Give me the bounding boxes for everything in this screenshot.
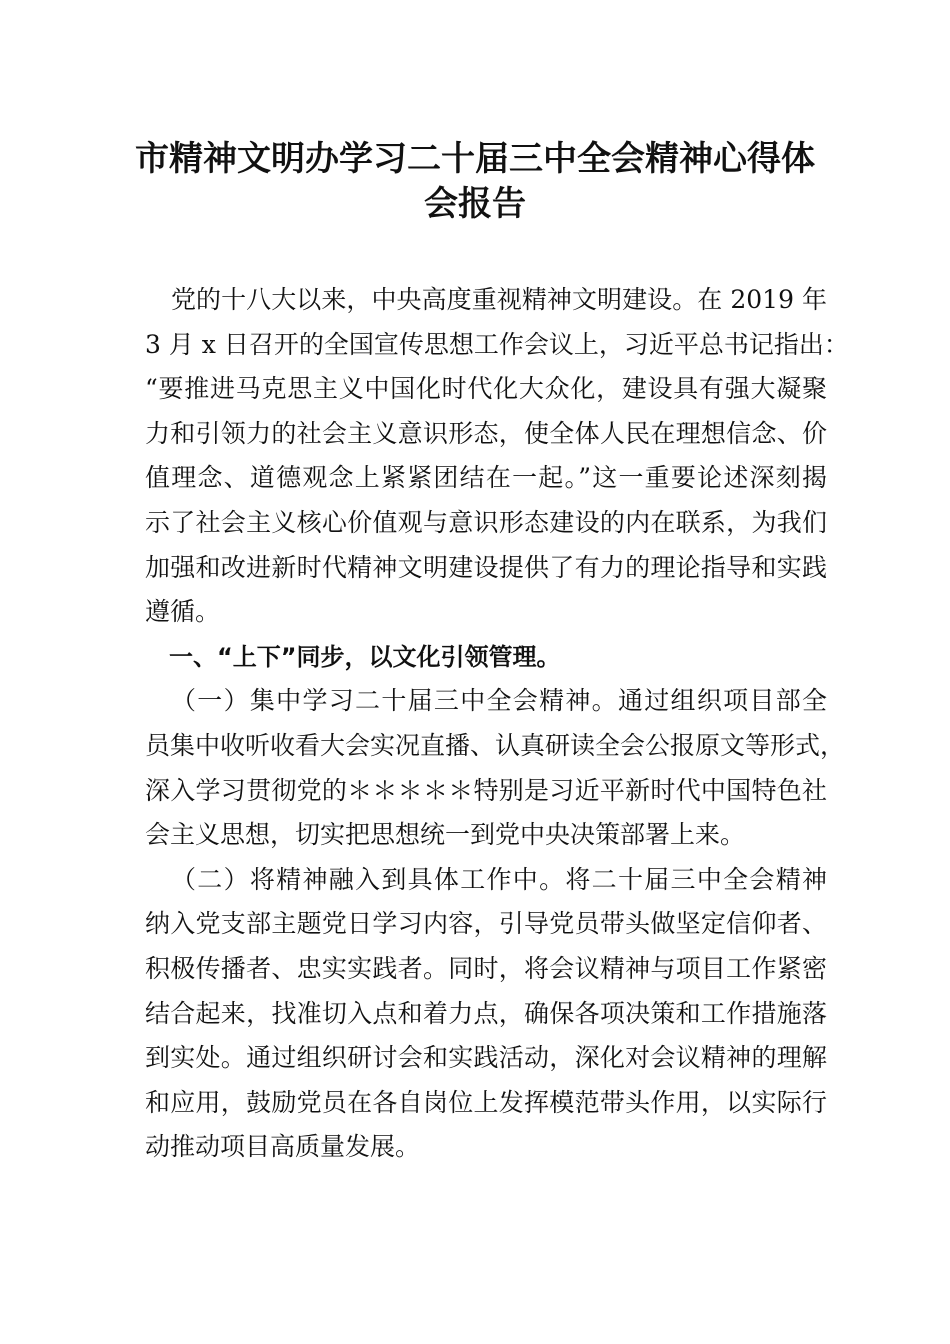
document-title — [0, 137, 950, 227]
text-line: 到实处。通过组织研讨会和实践活动，深化对会议精神的理解 — [145, 1043, 827, 1073]
text-line: 和应用，鼓励党员在各自岗位上发挥模范带头作用，以实际行 — [145, 1087, 827, 1117]
title-line: 会报告 — [424, 184, 526, 224]
text-line: （二）将精神融入到具体工作中。将二十届三中全会精神 — [171, 864, 827, 894]
paragraph — [145, 858, 827, 1170]
text-line: 党的十八大以来，中央高度重视精神文明建设。在 2019 年 — [171, 285, 827, 314]
text-line: 动推动项目高质量发展。 — [145, 1132, 421, 1162]
text-line: 结合起来，找准切入点和着力点，确保各项决策和工作措施落 — [145, 998, 827, 1028]
text-line: 一、“上下”同步，以文化引领管理。 — [169, 642, 561, 671]
section-heading — [145, 635, 827, 680]
title-line: 市精神文明办学习二十届三中全会精神心得体 — [135, 139, 815, 179]
text-line: 遵循。 — [145, 597, 221, 627]
paragraph — [145, 679, 846, 857]
text-line: 深入学习贯彻党的＊＊＊＊＊特别是习近平新时代中国特色社 — [145, 775, 827, 805]
text-line: 加强和改进新时代精神文明建设提供了有力的理论指导和实践 — [145, 552, 827, 582]
paragraph — [145, 278, 849, 635]
text-line: 纳入党支部主题党日学习内容，引导党员带头做坚定信仰者、 — [145, 909, 827, 939]
text-line: 3 月 x 日召开的全国宣传思想工作会议上，习近平总书记指出： — [145, 329, 849, 359]
text-line: 值理念、道德观念上紧紧团结在一起。”这一重要论述深刻揭 — [145, 463, 827, 493]
text-line: 力和引领力的社会主义意识形态，使全体人民在理想信念、价 — [145, 418, 827, 448]
text-line: “要推进马克思主义中国化时代化大众化，建设具有强大凝聚 — [145, 374, 827, 404]
text-line: 会主义思想，切实把思想统一到党中央决策部署上来。 — [145, 820, 746, 850]
text-line: 示了社会主义核心价值观与意识形态建设的内在联系，为我们 — [145, 507, 827, 537]
text-line: 员集中收听收看大会实况直播、认真研读全会公报原文等形式， — [145, 730, 846, 760]
text-line: （一）集中学习二十届三中全会精神。通过组织项目部全 — [171, 686, 827, 716]
document-body — [145, 278, 849, 1170]
text-line: 积极传播者、忠实实践者。同时，将会议精神与项目工作紧密 — [145, 953, 827, 983]
